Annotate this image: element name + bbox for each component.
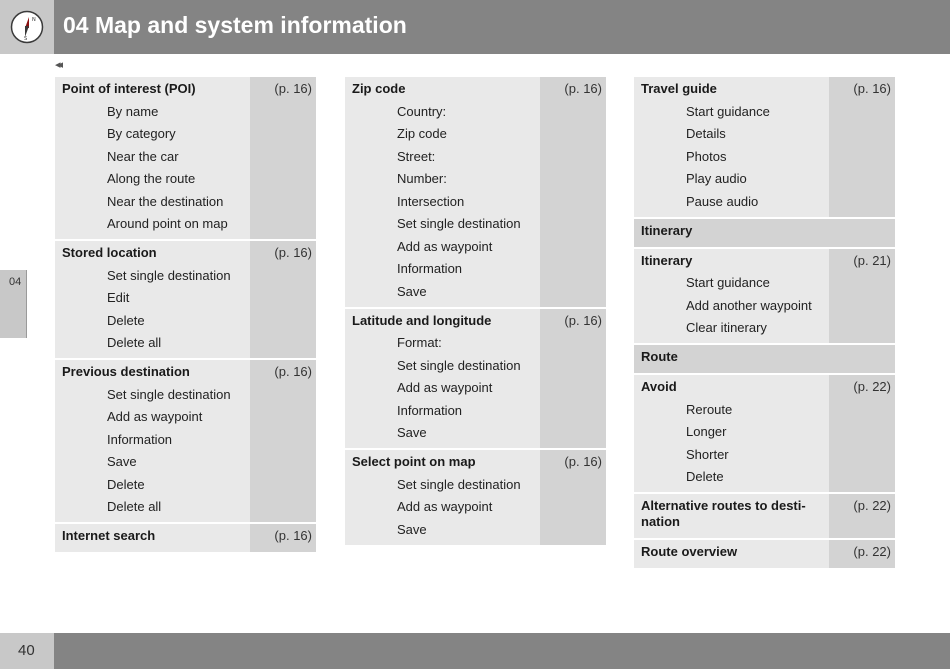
menu-item: By category — [107, 126, 176, 141]
svg-text:S: S — [24, 36, 28, 42]
menu-item: Save — [397, 425, 427, 440]
menu-item: Longer — [686, 424, 727, 439]
menu-section — [634, 540, 895, 568]
menu-section-title: Travel guide — [641, 81, 717, 96]
menu-item: Delete — [107, 476, 145, 492]
page-reference: (p. 22) — [829, 540, 895, 568]
menu-item: Delete all — [107, 499, 162, 514]
menu-item: Street: — [397, 148, 436, 164]
menu-section-body — [55, 241, 250, 358]
menu-section-body — [345, 77, 540, 307]
page-title: 04 Map and system information — [63, 12, 407, 38]
page-reference: (p. 16) — [829, 77, 895, 217]
column-3 — [634, 77, 895, 568]
menu-section — [55, 360, 316, 524]
menu-item: Around point on map — [107, 216, 228, 231]
page-reference: (p. 16) — [250, 360, 316, 522]
menu-section-body — [634, 77, 829, 217]
page-reference: (p. 22) — [829, 375, 895, 492]
menu-item: Information — [397, 402, 463, 418]
menu-section — [634, 249, 895, 346]
menu-section-title: Route — [641, 349, 678, 364]
menu-item: Reroute — [686, 401, 733, 417]
menu-item: Format: — [397, 335, 442, 350]
menu-section-title: Point of interest (POI) — [62, 81, 196, 96]
menu-item: Intersection — [397, 193, 465, 209]
page-reference: (p. 16) — [250, 77, 316, 239]
page-reference — [829, 219, 895, 247]
page-reference: (p. 16) — [540, 77, 606, 307]
menu-item: Details — [686, 126, 726, 141]
menu-item: Set single destination — [397, 476, 521, 492]
menu-item: Start guidance — [686, 103, 770, 119]
chapter-tab-label: 04 — [9, 276, 22, 288]
menu-item: Save — [397, 283, 427, 299]
menu-item: Start guidance — [686, 275, 770, 290]
menu-item: Set single destination — [397, 357, 521, 373]
menu-item: Save — [397, 521, 427, 537]
page-reference: (p. 22) — [829, 494, 895, 538]
menu-item: Add as waypoint — [397, 380, 493, 395]
page-reference — [829, 345, 895, 373]
footer-bar — [0, 633, 950, 669]
menu-section — [345, 450, 606, 545]
menu-section — [634, 219, 895, 249]
menu-item: Edit — [107, 290, 130, 305]
menu-section-title: Zip code — [352, 81, 406, 96]
menu-item: Information — [397, 261, 463, 276]
menu-item: Save — [107, 454, 137, 469]
menu-section-title: Select point on map — [352, 454, 476, 469]
menu-item: Zip code — [397, 126, 447, 141]
menu-section-title: Itinerary — [641, 252, 693, 268]
menu-section — [55, 524, 316, 552]
menu-item: Number: — [397, 171, 447, 186]
menu-section-body — [634, 494, 829, 538]
column-2 — [345, 77, 606, 545]
menu-section-title: Latitude and longitude — [352, 312, 492, 328]
menu-item: Play audio — [686, 171, 747, 186]
menu-item: Country: — [397, 103, 447, 119]
menu-section — [634, 494, 895, 540]
menu-item: Along the route — [107, 171, 196, 186]
menu-section-body — [634, 540, 829, 568]
menu-item: Near the destination — [107, 193, 224, 209]
menu-item: Delete — [686, 469, 724, 484]
menu-section-title: Internet search — [62, 528, 156, 543]
page-reference: (p. 16) — [540, 309, 606, 449]
menu-item: Add as waypoint — [107, 409, 203, 424]
menu-section-body — [345, 309, 540, 449]
menu-section-title: Stored location — [62, 245, 157, 260]
menu-section-title: Alternative routes to desti- nation — [641, 498, 806, 529]
menu-item: Set single destination — [107, 267, 231, 283]
page-reference: (p. 16) — [250, 241, 316, 358]
menu-section-title: Avoid — [641, 379, 677, 394]
menu-item: Pause audio — [686, 193, 759, 209]
menu-section — [55, 241, 316, 360]
menu-section-body — [55, 524, 250, 552]
menu-item: Shorter — [686, 446, 729, 462]
menu-section — [55, 77, 316, 241]
menu-section — [634, 345, 895, 375]
double-chevron-left-icon[interactable]: ◂◂ — [55, 59, 61, 71]
menu-section-title: Itinerary — [641, 222, 693, 238]
menu-section-body — [634, 375, 829, 492]
menu-section-body — [634, 249, 829, 344]
page-number: 40 — [18, 642, 35, 659]
menu-item: Clear itinerary — [686, 320, 767, 335]
menu-section — [634, 77, 895, 219]
menu-item: Add as waypoint — [397, 499, 493, 514]
menu-item: Near the car — [107, 148, 179, 164]
menu-section-body — [634, 219, 829, 247]
menu-item: Add another waypoint — [686, 297, 812, 313]
menu-item: Set single destination — [107, 386, 231, 402]
page-reference: (p. 16) — [250, 524, 316, 552]
menu-section — [345, 309, 606, 451]
menu-item: Photos — [686, 148, 727, 164]
menu-section-body — [634, 345, 829, 373]
menu-section-title: Previous destination — [62, 364, 190, 379]
svg-text:N: N — [32, 17, 36, 23]
compass-icon — [10, 10, 44, 44]
page-reference: (p. 16) — [540, 450, 606, 545]
column-1 — [55, 77, 316, 552]
menu-section — [345, 77, 606, 309]
chapter-tab[interactable] — [0, 270, 27, 338]
menu-section-title: Route overview — [641, 544, 738, 559]
menu-section-body — [55, 77, 250, 239]
menu-item: By name — [107, 103, 159, 119]
menu-item: Delete all — [107, 335, 162, 350]
menu-item: Information — [107, 431, 173, 447]
menu-section-body — [55, 360, 250, 522]
menu-section — [634, 375, 895, 494]
menu-item: Set single destination — [397, 216, 521, 231]
menu-section-body — [345, 450, 540, 545]
menu-item: Delete — [107, 312, 145, 328]
header-icon-box — [0, 0, 54, 54]
menu-item: Add as waypoint — [397, 238, 493, 254]
header-bar — [0, 0, 950, 54]
page-reference: (p. 21) — [829, 249, 895, 344]
page-number-box — [0, 633, 54, 669]
